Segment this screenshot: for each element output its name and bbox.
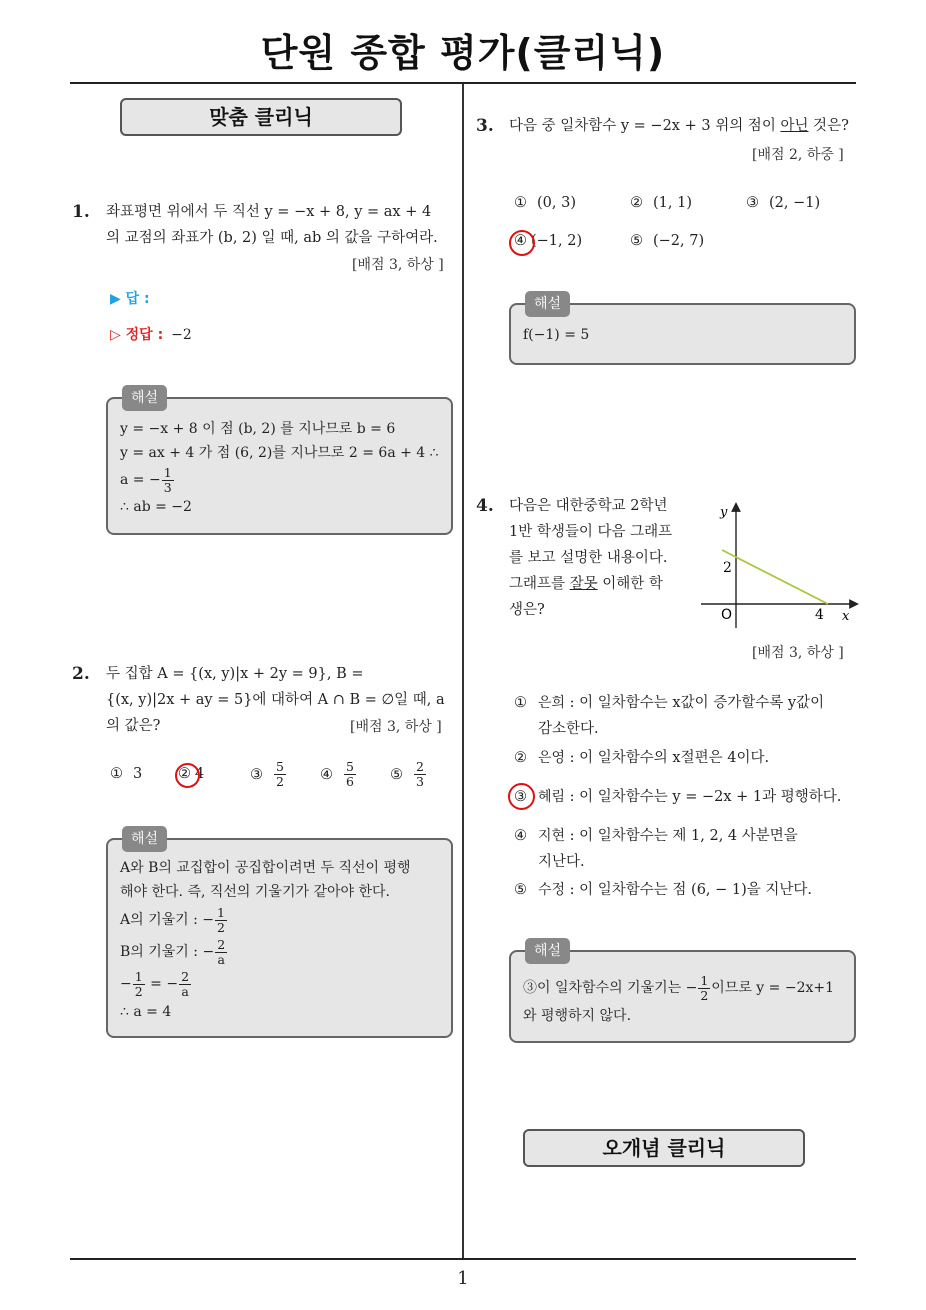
q3-stem-underlined: 아닌 <box>780 118 809 134</box>
q3-choice-2[interactable] <box>630 195 692 211</box>
choice-fraction <box>414 760 426 789</box>
q2-slope-b-fraction <box>215 938 227 967</box>
choice-number: ④ <box>514 233 527 249</box>
choice-number: ⑤ <box>390 766 403 783</box>
q4-line3: 를 보고 설명한 내용이다. <box>509 550 668 566</box>
q2-expl-line6: ∴ a = 4 <box>120 1004 172 1020</box>
q4-answer-circle <box>508 783 535 810</box>
choice-value: 4 <box>195 766 205 782</box>
q1-expl-line2: y = ax + 4 가 점 (6, 2)를 지나므로 2 = 6a + 4 ∴ <box>120 445 439 461</box>
page-title: 단원 종합 평가(클리닉) <box>260 31 666 75</box>
q3-explanation-box <box>509 296 856 365</box>
option-name: 지현 <box>538 828 566 844</box>
option-number: ① <box>514 695 527 711</box>
q4-line4-a: 그래프를 <box>509 576 570 592</box>
q4-option-3[interactable] <box>514 784 856 810</box>
q2-slope-a-fraction <box>215 906 227 935</box>
q2-expl-line1: A와 B의 교집합이 공집합이려면 두 직선이 평행 <box>120 860 411 876</box>
q2-expl-line5 <box>120 968 439 1000</box>
option-text: : 이 일차함수는 y = −2x + 1과 평행하다. <box>565 789 842 805</box>
q3-explanation-body <box>523 323 842 347</box>
option-text-continued: 지난다. <box>538 854 585 870</box>
q3-answer-circle <box>509 230 535 256</box>
q2-choice-4[interactable] <box>320 760 357 789</box>
page-number: 1 <box>457 1268 469 1289</box>
frac-numerator: 2 <box>217 936 226 952</box>
q1-number: 1. <box>72 202 90 222</box>
frac-denominator: 2 <box>217 919 225 935</box>
q1-expl-line1: y = −x + 8 이 점 (b, 2) 를 지나므로 b = 6 <box>120 421 396 437</box>
q2-answer-circle <box>175 763 200 788</box>
y-intercept-label: 2 <box>723 560 732 576</box>
section-custom-clinic: 맞춤 클리닉 <box>120 98 402 136</box>
frac-numerator: 5 <box>346 759 354 774</box>
frac-numerator: 1 <box>163 464 172 480</box>
frac-denominator: 2 <box>134 983 143 999</box>
frac-numerator: 5 <box>276 759 284 774</box>
q1-correct-label: ▷ 정답 : <box>110 327 164 343</box>
q2-eq-equals: = − <box>150 976 179 992</box>
choice-value: (0, 3) <box>537 195 576 211</box>
q4-line4 <box>509 571 689 597</box>
option-text-continued: 감소한다. <box>538 721 599 737</box>
q3-text <box>509 113 859 139</box>
q2-eq-left-fraction <box>133 970 145 999</box>
q2-expl-line3 <box>120 904 439 936</box>
q4-text <box>509 493 689 623</box>
q1-correct-value: −2 <box>171 327 192 343</box>
q1-expl-fraction <box>162 466 174 495</box>
q1-line1: 좌표평면 위에서 두 직선 y = −x + 8, y = ax + 4 <box>106 204 432 220</box>
option-text: : 이 일차함수는 x값이 증가할수록 y값이 <box>565 695 825 711</box>
option-name: 은영 <box>538 750 566 766</box>
option-text: : 이 일차함수는 제 1, 2, 4 사분면을 <box>565 828 798 844</box>
q2-choice-3[interactable] <box>250 760 287 789</box>
q4-option-5[interactable] <box>514 877 856 903</box>
frac-denominator: 2 <box>276 774 284 789</box>
section-misconception-clinic: 오개념 클리닉 <box>523 1129 805 1167</box>
frac-denominator: 3 <box>163 479 172 495</box>
choice-number: ② <box>178 766 191 782</box>
choice-number: ③ <box>250 766 263 783</box>
q4-explanation-box <box>509 943 856 1043</box>
q2-slope-b-label: B의 기울기 : − <box>120 944 215 960</box>
q3-expl-line1: f(−1) = 5 <box>523 327 590 343</box>
choice-value: (2, −1) <box>769 195 821 211</box>
q1-score: [배점 3, 하상 ] <box>352 257 444 273</box>
q4-line1: 다음은 대한중학교 2학년 <box>509 498 668 514</box>
q3-score: [배점 2, 하중 ] <box>752 147 844 163</box>
choice-number: ① <box>110 766 123 782</box>
q1-explanation-tag: 해설 <box>122 385 167 411</box>
option-text: : 이 일차함수의 x절편은 4이다. <box>565 750 770 766</box>
choice-number: ⑤ <box>630 233 643 249</box>
q2-score: [배점 3, 하상 ] <box>350 719 442 735</box>
option-name: 수정 <box>538 882 566 898</box>
q1-correct-answer <box>110 324 192 344</box>
choice-number: ④ <box>320 766 333 783</box>
q2-line1: 두 집합 A = {(x, y)|x + 2y = 9}, B = <box>106 666 364 682</box>
q3-explanation-tag: 해설 <box>525 291 570 317</box>
q2-explanation-body <box>120 856 439 1024</box>
x-axis-label: x <box>842 609 850 624</box>
q1-explanation-box <box>106 390 453 535</box>
choice-value: (−1, 2) <box>531 233 583 249</box>
option-name: 은희 <box>538 695 566 711</box>
column-divider <box>462 84 464 1258</box>
frac-numerator: 1 <box>217 904 225 920</box>
q4-explanation-tag: 해설 <box>525 938 570 964</box>
q3-number: 3. <box>476 116 494 136</box>
q1-explanation-body <box>120 417 439 519</box>
q2-expl-line4 <box>120 936 439 968</box>
choice-fraction <box>344 760 356 789</box>
q1-expl-line3 <box>120 465 439 495</box>
q2-line2: {(x, y)|2x + ay = 5}에 대하여 A ∩ B = ∅일 때, a <box>106 692 445 708</box>
q4-number: 4. <box>476 496 494 516</box>
frac-numerator: 1 <box>134 968 143 984</box>
option-number: ② <box>514 750 527 766</box>
choice-fraction <box>274 760 286 789</box>
q4-option-2[interactable] <box>514 745 856 771</box>
q3-choice-5[interactable] <box>630 233 704 249</box>
option-name: 혜림 <box>538 789 566 805</box>
q2-slope-a-label: A의 기울기 : − <box>120 912 215 928</box>
frac-denominator: a <box>181 983 189 999</box>
q4-option-4[interactable] <box>514 823 856 875</box>
choice-number: ② <box>630 195 643 211</box>
q1-text <box>106 199 456 251</box>
q4-graph <box>696 498 866 630</box>
q2-explanation-box <box>106 831 453 1038</box>
q4-line5: 생은? <box>509 602 545 618</box>
frac-numerator: 2 <box>416 759 424 774</box>
q3-stem-b: 것은? <box>808 118 849 134</box>
option-number: ④ <box>514 828 527 844</box>
q3-choice-1[interactable] <box>514 195 576 211</box>
y-axis-label: y <box>720 505 728 520</box>
q1-line2: 의 교점의 좌표가 (b, 2) 일 때, ab 의 값을 구하여라. <box>106 230 438 246</box>
frac-denominator: a <box>217 951 225 967</box>
choice-value: (1, 1) <box>653 195 692 211</box>
choice-number: ① <box>514 195 527 211</box>
q2-explanation-tag: 해설 <box>122 826 167 852</box>
q4-expl-line1 <box>523 972 842 1004</box>
q2-expl-line2: 해야 한다. 즉, 직선의 기울기가 같아야 한다. <box>120 884 390 900</box>
choice-value: (−2, 7) <box>653 233 705 249</box>
frac-denominator: 3 <box>416 774 424 789</box>
function-line <box>722 550 828 604</box>
x-intercept-label: 4 <box>815 607 824 623</box>
frac-denominator: 2 <box>700 987 709 1003</box>
q4-explanation-body <box>523 972 842 1028</box>
option-number: ⑤ <box>514 882 527 898</box>
choice-value: 3 <box>133 766 143 782</box>
frac-numerator: 2 <box>181 968 190 984</box>
footer-rule <box>70 1258 856 1260</box>
option-number: ③ <box>514 789 527 805</box>
q4-score: [배점 3, 하상 ] <box>752 645 844 661</box>
q1-expl-a-prefix: a = − <box>120 472 161 488</box>
q2-choice-1[interactable] <box>110 766 142 782</box>
q4-expl-line2: 와 평행하지 않다. <box>523 1008 632 1024</box>
q1-expl-line4: ∴ ab = −2 <box>120 499 192 515</box>
q4-line2: 1반 학생들이 다음 그래프 <box>509 524 673 540</box>
origin-label: O <box>721 607 733 623</box>
q2-choice-5[interactable] <box>390 760 427 789</box>
q3-choice-3[interactable] <box>746 195 820 211</box>
q2-line3: 의 값은? <box>106 718 161 734</box>
q1-answer-label: ▶ 답 : <box>110 291 150 307</box>
q4-option-1[interactable] <box>514 690 856 742</box>
q4-expl-post: 이므로 y = −2x+1 <box>711 980 835 996</box>
frac-numerator: 1 <box>700 972 709 988</box>
q2-number: 2. <box>72 664 90 684</box>
q4-expl-fraction <box>698 974 710 1003</box>
q2-eq-minus: − <box>120 976 132 992</box>
choice-number: ③ <box>746 195 759 211</box>
q4-line4-underlined: 잘못 <box>569 576 598 592</box>
q4-expl-pre: ③이 일차함수의 기울기는 − <box>523 980 698 996</box>
option-text: : 이 일차함수는 점 (6, − 1)을 지난다. <box>565 882 813 898</box>
frac-denominator: 6 <box>346 774 354 789</box>
q3-stem-a: 다음 중 일차함수 y = −2x + 3 위의 점이 <box>509 118 781 134</box>
q2-eq-right-fraction <box>179 970 191 999</box>
q4-line4-b: 이해한 학 <box>597 576 663 592</box>
